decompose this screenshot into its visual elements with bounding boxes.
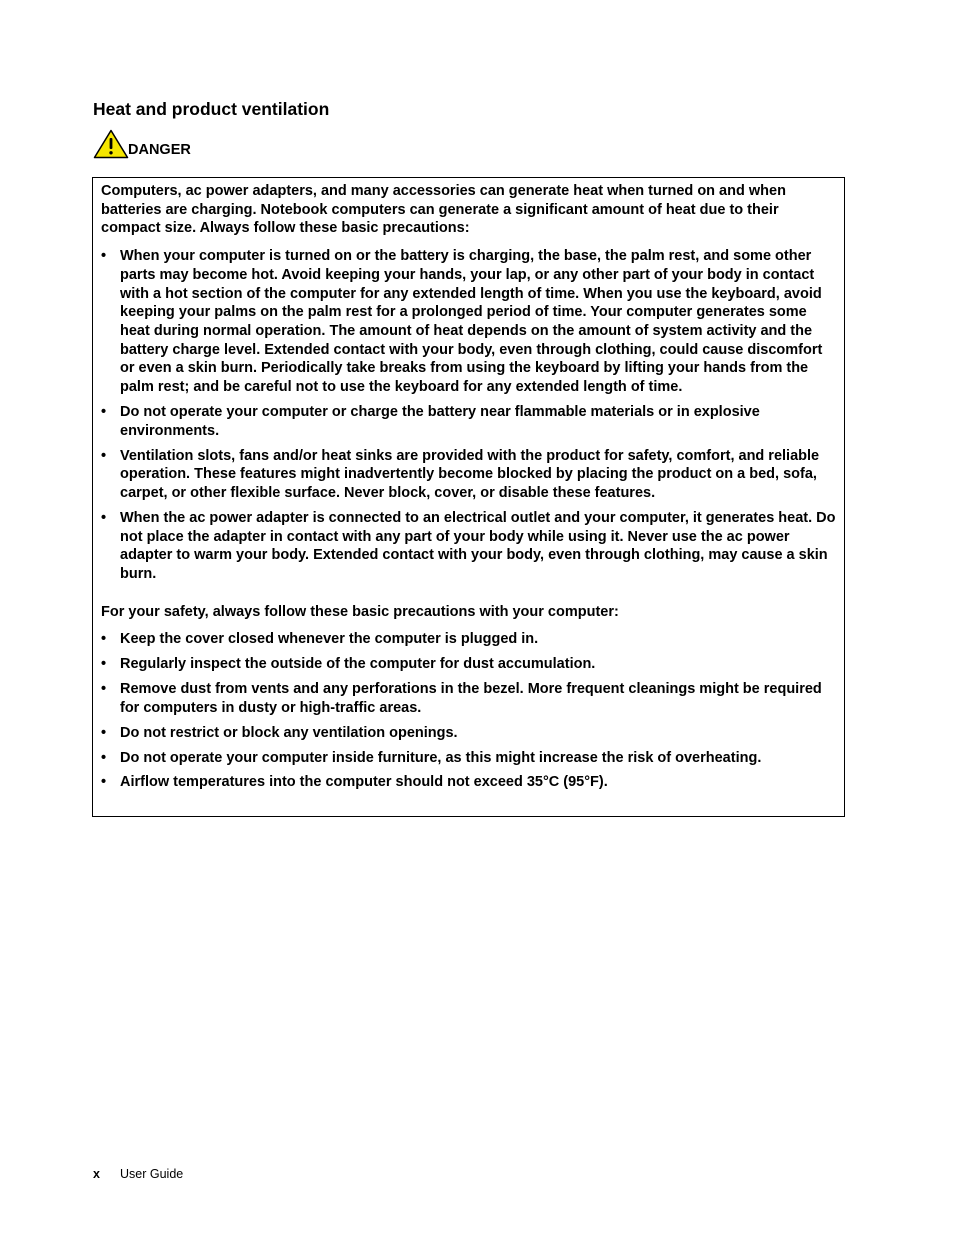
page-number: x xyxy=(93,1167,100,1181)
list-item: • Airflow temperatures into the computer should not exceed 35°C (95°F). xyxy=(101,773,838,792)
page-footer xyxy=(93,1167,183,1181)
list-item: • Remove dust from vents and any perforations in the bezel. More frequent cleanings might be required for computers in dusty or high-traffic areas. xyxy=(101,680,838,717)
list-item: • Do not operate your computer inside furniture, as this might increase the risk of overheating. xyxy=(101,749,838,768)
danger-notice-header xyxy=(93,129,191,159)
document-title: User Guide xyxy=(120,1167,184,1181)
list-item: • When your computer is turned on or the battery is charging, the base, the palm rest, and some other parts may become hot. Avoid keeping your hands, your lap, or any other part of your body in contact with a hot section of the computer for any extended length of time. When you use the keyboard, avoid keeping your palms on the palm rest for a prolonged period of time. Your computer generates some heat during normal operation. The amount of heat depends on the amount of system activity and the battery charge level. Extended contact with your body, even through clothing, could cause discomfort or even a skin burn. Periodically take breaks from using the keyboard by lifting your hands from the palm rest; and be careful not to use the keyboard for any extended length of time. xyxy=(101,247,838,397)
list-item: • When the ac power adapter is connected to an electrical outlet and your computer, it generates heat. Do not place the adapter in contact with any part of your body while using it. Never use the ac power adapter to warm your body. Extended contact with your body, even through clothing, may cause a skin burn. xyxy=(101,509,838,584)
list-item: • Keep the cover closed whenever the computer is plugged in. xyxy=(101,630,838,649)
list-item: • Do not restrict or block any ventilation openings. xyxy=(101,724,838,743)
list-item: • Do not operate your computer or charge the battery near flammable materials or in explosive environments. xyxy=(101,403,838,440)
warning-triangle-icon xyxy=(93,129,129,159)
danger-label: DANGER xyxy=(128,142,191,158)
precautions-intro: For your safety, always follow these basic precautions with your computer: xyxy=(101,603,619,620)
hazard-list xyxy=(101,247,838,584)
precaution-list xyxy=(101,630,838,792)
intro-paragraph: Computers, ac power adapters, and many accessories can generate heat when turned on and when batteries are charging. Notebook computers can generate a significant amount of heat due to their compact size. Always follow these basic precautions: xyxy=(101,183,786,237)
danger-box xyxy=(92,177,845,817)
list-item: • Ventilation slots, fans and/or heat sinks are provided with the product for safety, comfort, and reliable operation. These features might inadvertently become blocked by placing the product on a bed, sofa, carpet, or other flexible surface. Never block, cover, or disable these features. xyxy=(101,447,838,503)
section-heading: Heat and product ventilation xyxy=(93,99,330,119)
list-item: • Regularly inspect the outside of the computer for dust accumulation. xyxy=(101,655,838,674)
